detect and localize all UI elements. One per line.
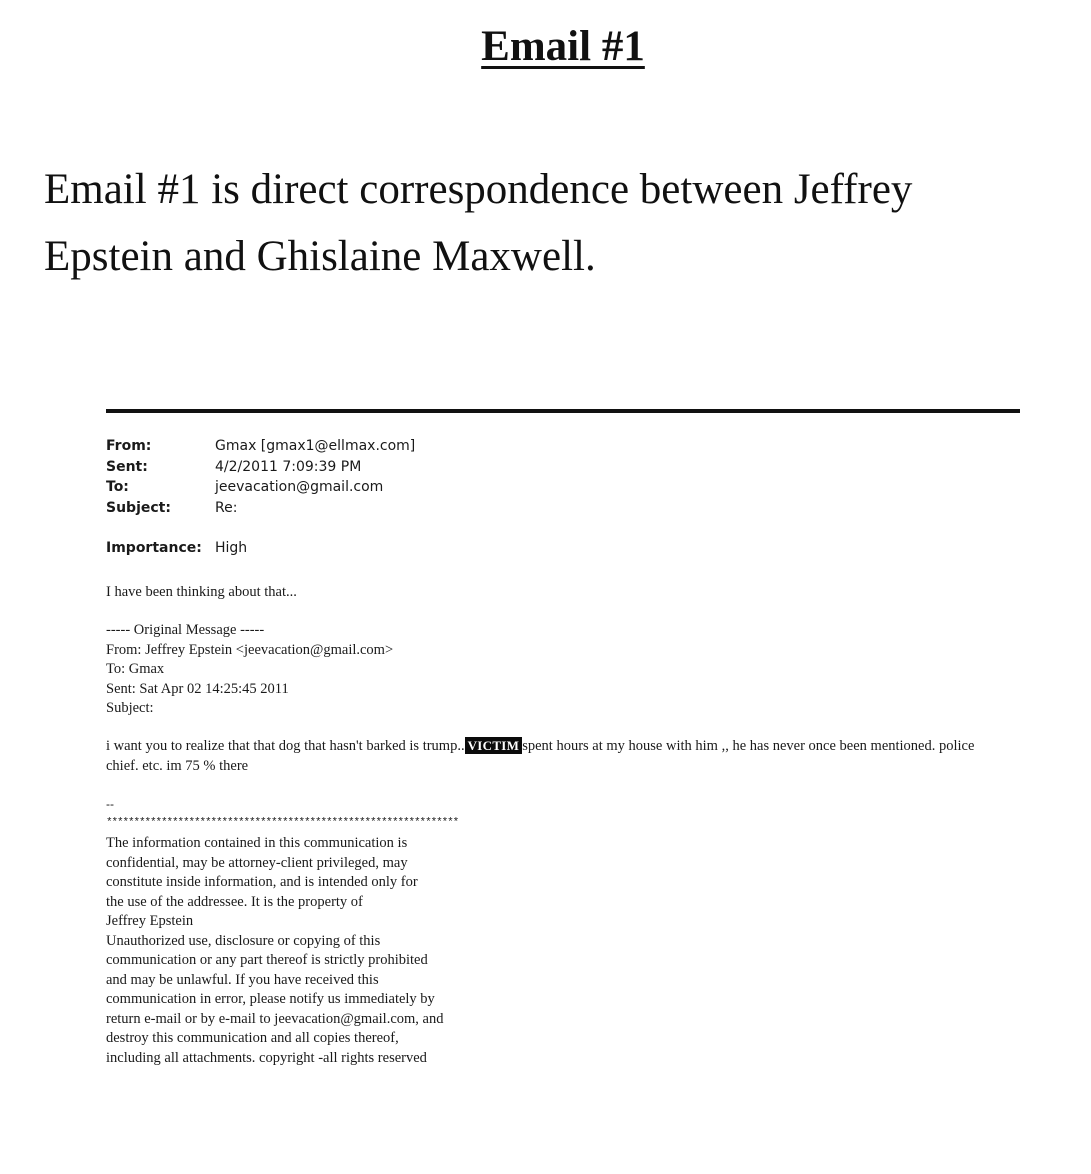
original-message-line: ----- Original Message ----- [106,622,265,638]
importance-value: High [215,540,248,556]
signature-separator: -- [106,797,114,811]
disclaimer-line: and may be unlawful. If you have received this [106,971,379,988]
header-value: Gmax [gmax1@ellmax.com] [215,438,416,454]
importance-row [106,538,247,558]
header-label: From: [106,438,152,454]
redaction-label: VICTIM [465,737,523,754]
header-value: 4/2/2011 7:09:39 PM [215,458,362,475]
disclaimer-line: destroy this communication and all copies thereof, [106,1030,399,1046]
confidentiality-disclaimer [106,834,443,1068]
intro-paragraph [44,156,1064,290]
disclaimer-line: communication or any part thereof is strictly prohibited [106,952,428,968]
header-label: To: [106,479,129,495]
disclaimer-line: communication in error, please notify us immediately by [106,991,435,1007]
reply-text: I have been thinking about that... [106,584,297,600]
original-message-line: Sent: Sat Apr 02 14:25:45 2011 [106,680,289,697]
disclaimer-line: The information contained in this communication is [106,835,408,851]
header-value: jeevacation@gmail.com [215,479,384,495]
divider-rule [106,409,1020,413]
original-message-line: From: Jeffrey Epstein <jeevacation@gmail.com> [106,641,394,658]
header-value: Re: [215,499,238,516]
message-text: spent hours at my house with him ,, he has never once been mentioned. police chief. etc. im 75 % there [106,738,975,774]
email-headers [106,436,415,518]
intro-line: Email #1 is direct correspondence between Jeffrey [44,166,913,213]
page-title: Email #1 [481,23,645,70]
original-message-line: Subject: [106,700,154,716]
disclaimer-line: Jeffrey Epstein [106,913,194,929]
message-text: i want you to realize that that dog that hasn't barked is trump.. [106,738,465,754]
disclaimer-line: Unauthorized use, disclosure or copying of this [106,932,381,949]
header-to [106,477,415,498]
original-message-line: To: Gmax [106,661,165,677]
disclaimer-line: including all attachments. copyright -all rights reserved [106,1049,427,1066]
importance-label: Importance: [106,540,202,556]
asterisk-divider: **************************************************************** [106,817,459,829]
intro-line: Epstein and Ghislaine Maxwell. [44,233,596,280]
disclaimer-line: return e-mail or by e-mail to jeevacation@gmail.com, and [106,1010,444,1027]
disclaimer-line: the use of the addressee. It is the property of [106,893,363,910]
disclaimer-line: constitute inside information, and is intended only for [106,874,418,890]
original-message-header [106,621,393,719]
message-body [106,737,1006,776]
disclaimer-line: confidential, may be attorney-client privileged, may [106,854,408,871]
header-from [106,436,415,457]
header-label: Subject: [106,499,171,516]
header-label: Sent: [106,458,148,475]
header-subject [106,498,415,519]
header-sent [106,457,415,478]
